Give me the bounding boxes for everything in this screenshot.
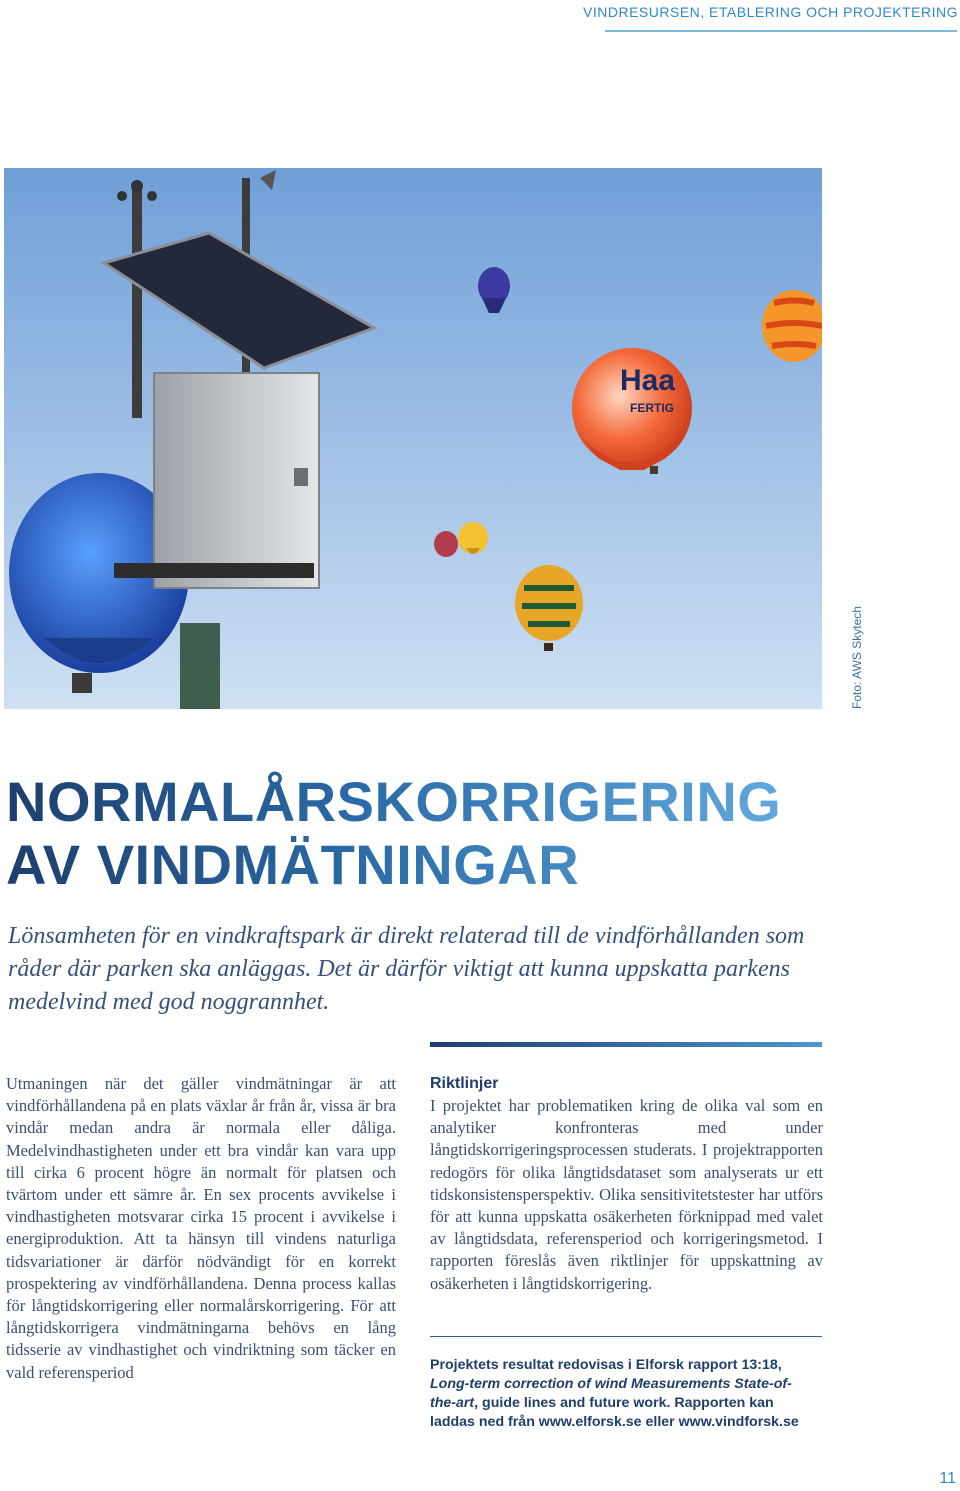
report-note-prefix: Projektets resultat redovisas i Elforsk rapport 13:18,: [430, 1357, 782, 1373]
balloon-brand-subtext: FERTIG: [630, 401, 674, 415]
balloon-brand-text: Haa: [620, 364, 676, 397]
riktlinjer-body: I projektet har problematiken kring de olika val som en analytiker konfronteras med under långtidskorrigeringsprocessen studerats. I projektrapporten redogörs för olika långtidsdataset som analyserats ur ett tidskonsistensperspektiv. Olika sensitivitetstester har utförs för att kunna uppskatta osäkerheten förknippad med valet av långtidsdata, referensperiod och korrigeringsmetod. I rapporten föreslås även riktlinjer för uppskattning av osäkerheten i långtidskorrigering.: [430, 1096, 823, 1293]
page-number: 11: [939, 1470, 956, 1487]
section-label: VINDRESURSEN, ETABLERING OCH PROJEKTERING: [583, 4, 958, 20]
lead-rule: [430, 1042, 822, 1047]
report-note-rule: [430, 1336, 822, 1337]
title-line-1: NORMALÅRSKORRIGERING: [6, 770, 782, 833]
lead-paragraph: Lönsamheten för en vindkraftspark är direkt relaterad till de vindförhållanden som råder där parken ska anläggas. Det är därför viktigt att kunna uppskatta parkens medelvind med god noggrannhet.: [8, 923, 805, 1015]
report-note-suffix: , guide lines and future work. Rapporten kan laddas ned från www.elforsk.se eller www.vindforsk.se: [430, 1395, 799, 1430]
photo-credit: Foto: AWS Skytech: [850, 606, 864, 709]
right-column: [430, 1073, 823, 1295]
station-pole: [180, 623, 220, 709]
header-rule: [605, 30, 957, 32]
article-title: [6, 770, 781, 896]
title-line-2: AV VINDMÄTNINGAR: [6, 833, 580, 896]
weather-station-photo: [4, 168, 822, 709]
report-note: [430, 1356, 800, 1432]
report-note-title: Long-term correction of wind Measurements State-of-the-art: [430, 1376, 792, 1411]
body-text-left: Utmaningen när det gäller vindmätningar är att vindförhållandena på en plats växlar år från år, vissa är bra vindår medan andra är normala eller dåliga. Medelvindhastigheten under ett bra vindår kan vara upp till cirka 6 procent högre än normalt för platsen och tvärtom under ett sämre år. En sex procents avvikelse i vindhastigheten motsvarar cirka 15 procent i avvikelse i energiproduktion. Att ta hänsyn till vindens naturliga tidsvariationer är därför nödvändigt för en korrekt prospektering av vindförhållandena. Denna process kallas för långtidskorrigering eller normalårskorrigering. För att långtidskorrigera vindmätningarna behövs en lång tidsserie av vindhastighet och vindriktning som täcker en vald referensperiod: [6, 1074, 396, 1382]
riktlinjer-heading: Riktlinjer: [430, 1075, 499, 1092]
